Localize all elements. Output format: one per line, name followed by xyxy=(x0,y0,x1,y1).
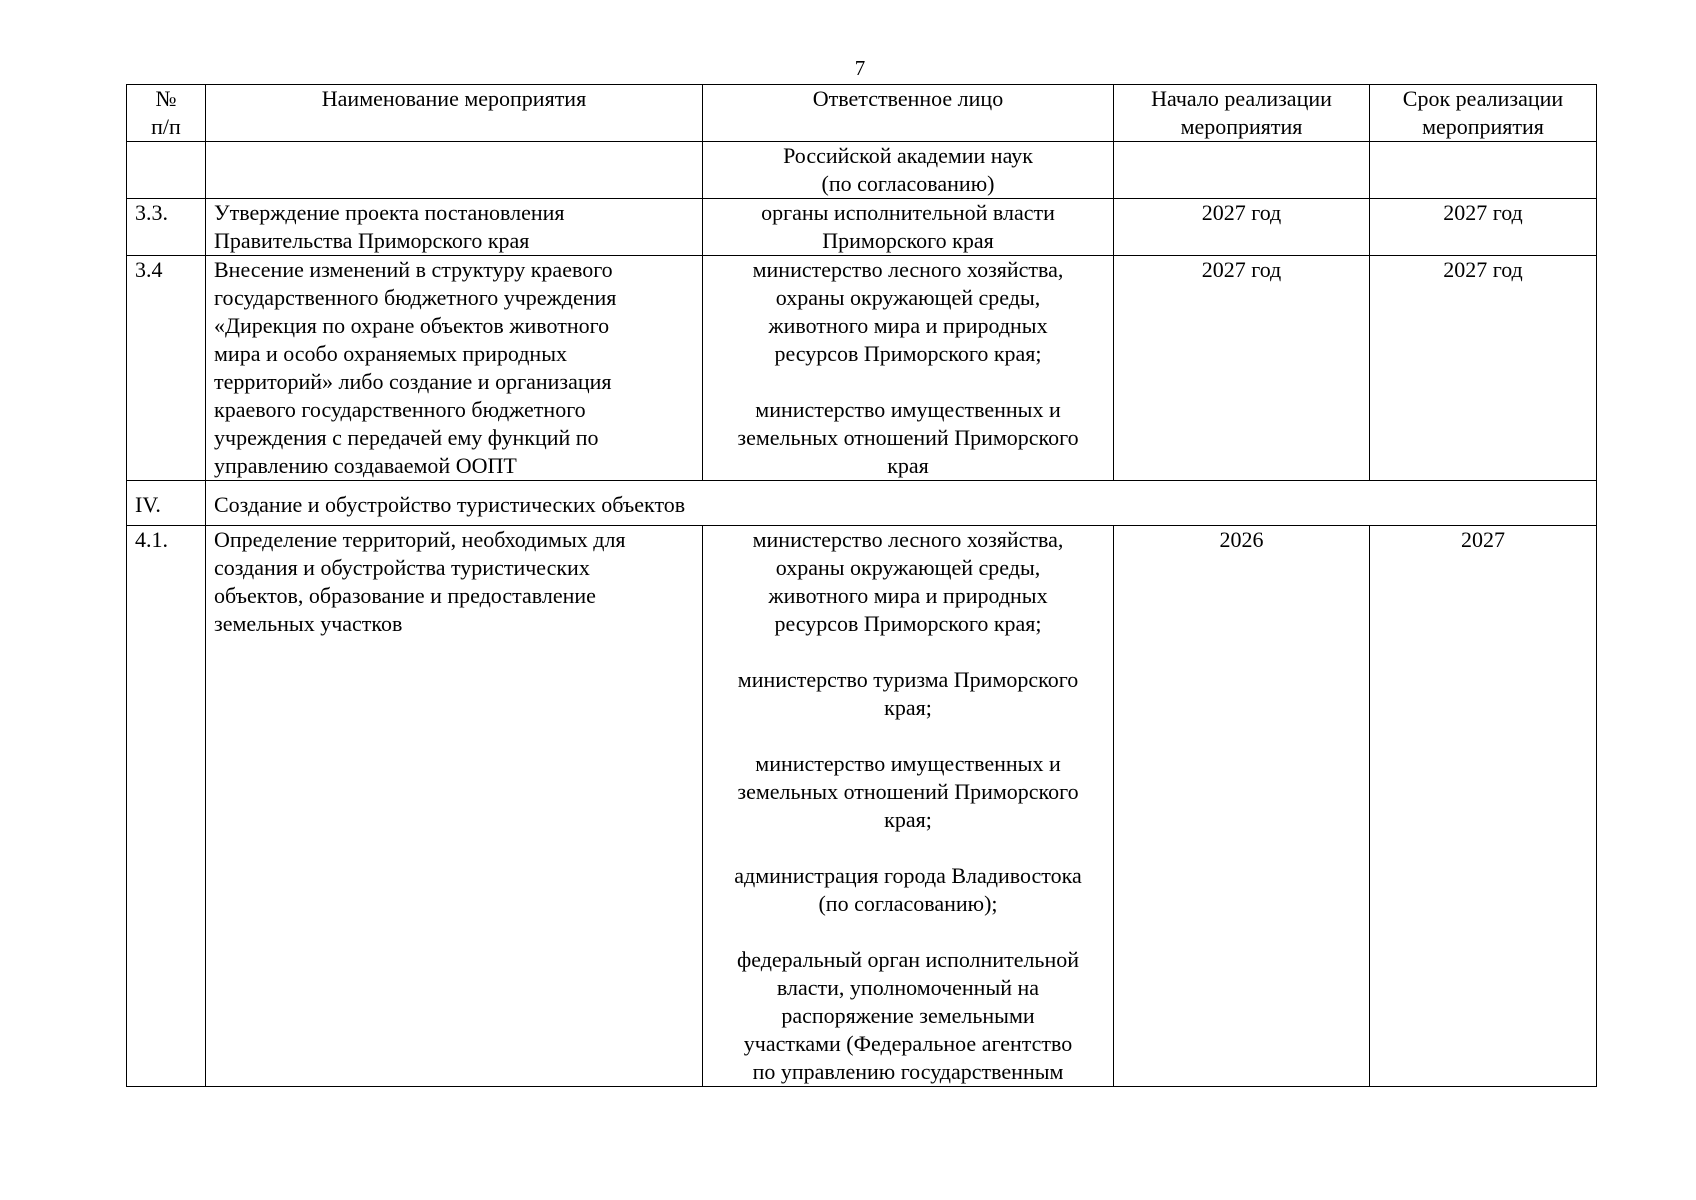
row-num: 3.4 xyxy=(127,256,206,481)
page-number: 7 xyxy=(854,56,866,80)
row-deadline: 2027 год xyxy=(1370,199,1597,256)
row-deadline: 2027 год xyxy=(1370,256,1597,481)
table-row xyxy=(127,256,1597,481)
row-deadline: 2027 xyxy=(1370,526,1597,1087)
row-num xyxy=(127,142,206,199)
row-start: 2027 год xyxy=(1114,199,1370,256)
row-responsible: органы исполнительной власти Приморского края xyxy=(703,199,1114,256)
table-row xyxy=(127,526,1597,1087)
row-start: 2026 xyxy=(1114,526,1370,1087)
events-table xyxy=(126,84,1597,1087)
row-start: 2027 год xyxy=(1114,256,1370,481)
section-row xyxy=(127,481,1597,526)
header-start: Начало реализации мероприятия xyxy=(1114,85,1370,142)
section-title: Создание и обустройство туристических объектов xyxy=(206,481,1597,526)
header-responsible: Ответственное лицо xyxy=(703,85,1114,142)
header-num: № п/п xyxy=(127,85,206,142)
row-name: Утверждение проекта постановления Правительства Приморского края xyxy=(206,199,703,256)
header-deadline: Срок реализации мероприятия xyxy=(1370,85,1597,142)
table-row xyxy=(127,142,1597,199)
row-num: 4.1. xyxy=(127,526,206,1087)
table-row xyxy=(127,199,1597,256)
row-start xyxy=(1114,142,1370,199)
row-name: Внесение изменений в структуру краевого государственного бюджетного учреждения «Дирекция по охране объектов животного мира и особо охраняемых природных территорий» либо создание и организация краевого государственного бюджетного учреждения с передачей ему функций по управлению создаваемой ООПТ xyxy=(206,256,703,481)
section-num: IV. xyxy=(127,481,206,526)
table-header-row xyxy=(127,85,1597,142)
row-num: 3.3. xyxy=(127,199,206,256)
header-name: Наименование мероприятия xyxy=(206,85,703,142)
row-name: Определение территорий, необходимых для создания и обустройства туристических объектов, образование и предоставление земельных участков xyxy=(206,526,703,1087)
row-responsible: министерство лесного хозяйства, охраны окружающей среды, животного мира и природных ресурсов Приморского края; министерство имущественных и земельных отношений Приморского края xyxy=(703,256,1114,481)
row-responsible: министерство лесного хозяйства, охраны окружающей среды, животного мира и природных ресурсов Приморского края; министерство туризма Приморского края; министерство имущественных и земельных отношений Приморского края; администрация города Владивостока (по согласованию); федеральный орган исполнительной власти, уполномоченный на распоряжение земельными участками (Федеральное агентство по управлению государственным xyxy=(703,526,1114,1087)
row-responsible: Российской академии наук (по согласованию) xyxy=(703,142,1114,199)
row-name xyxy=(206,142,703,199)
row-deadline xyxy=(1370,142,1597,199)
